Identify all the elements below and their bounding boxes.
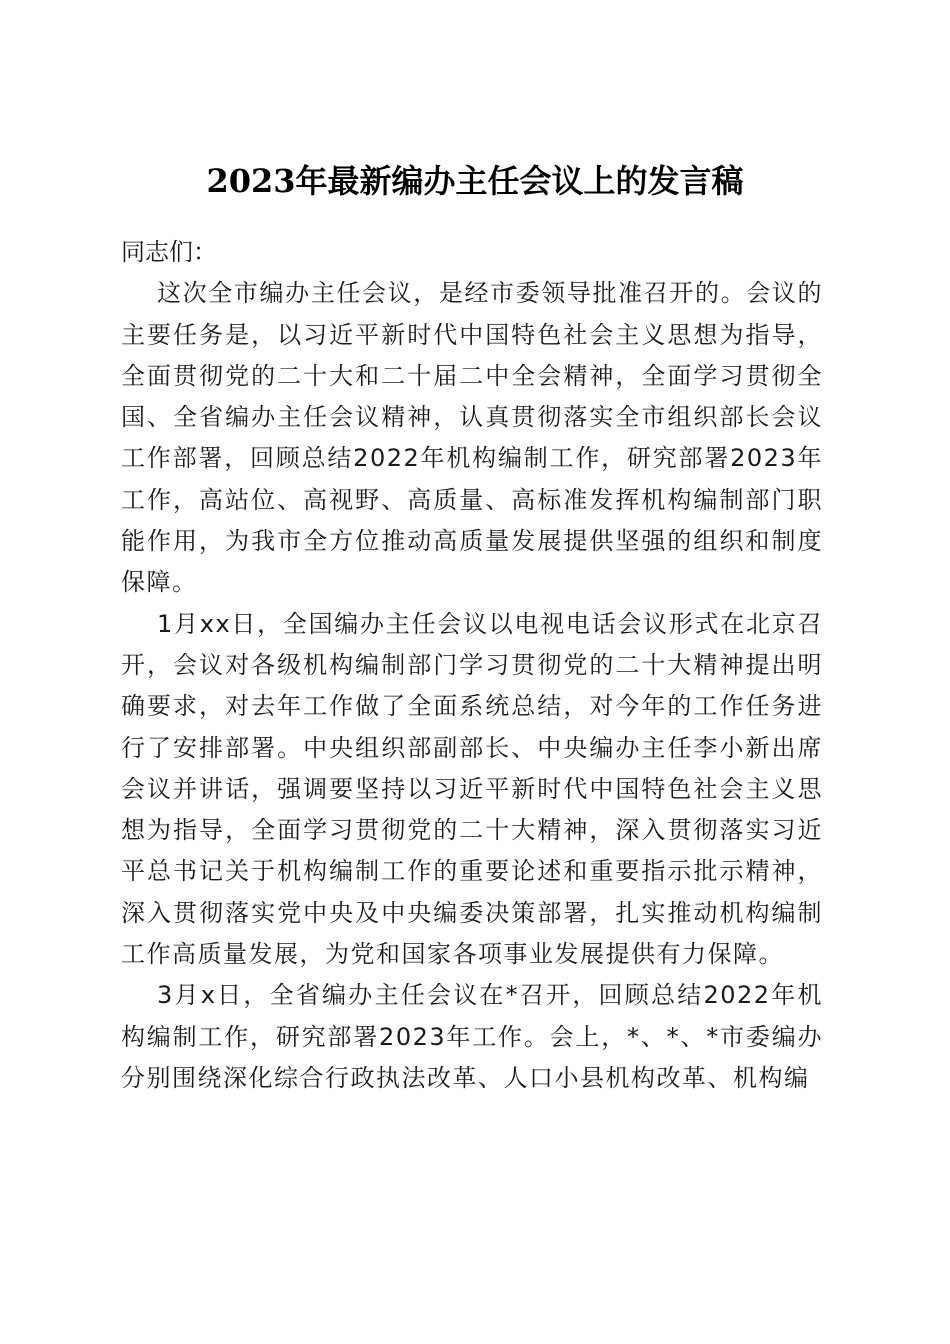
document-body <box>121 232 823 1099</box>
document-title: 2023年最新编办主任会议上的发言稿 <box>206 162 744 201</box>
paragraph-3: 3月x日，全省编办主任会议在*召开，回顾总结2022年机构编制工作，研究部署2023年工作。会上，*、*、*市委编办分别围绕深化综合行政执法改革、人口小县机构改革、机构编 <box>121 981 823 1092</box>
paragraph-2: 1月xx日，全国编办主任会议以电视电话会议形式在北京召开，会议对各级机构编制部门学习贯彻党的二十大精神提出明确要求，对去年工作做了全面系统总结，对今年的工作任务进行了安排部署。中央组织部副部长、中央编办主任李小新出席会议并讲话，强调要坚持以习近平新时代中国特色社会主义思想为指导，全面学习贯彻党的二十大精神，深入贯彻落实习近平总书记关于机构编制工作的重要论述和重要指示批示精神，深入贯彻落实党中央及中央编委决策部署，扎实推动机构编制工作高质量发展，为党和国家各项事业发展提供有力保障。 <box>121 609 823 969</box>
salutation: 同志们： <box>121 238 217 266</box>
paragraph-1: 这次全市编办主任会议，是经市委领导批准召开的。会议的主要任务是，以习近平新时代中国特色社会主义思想为指导，全面贯彻党的二十大和二十届二中全会精神，全面学习贯彻全国、全省编办主任会议精神，认真贯彻落实全市组织部长会议工作部署，回顾总结2022年机构编制工作，研究部署2023年工作，高站位、高视野、高质量、高标准发挥机构编制部门职能作用，为我市全方位推动高质量发展提供坚强的组织和制度保障。 <box>121 279 823 597</box>
